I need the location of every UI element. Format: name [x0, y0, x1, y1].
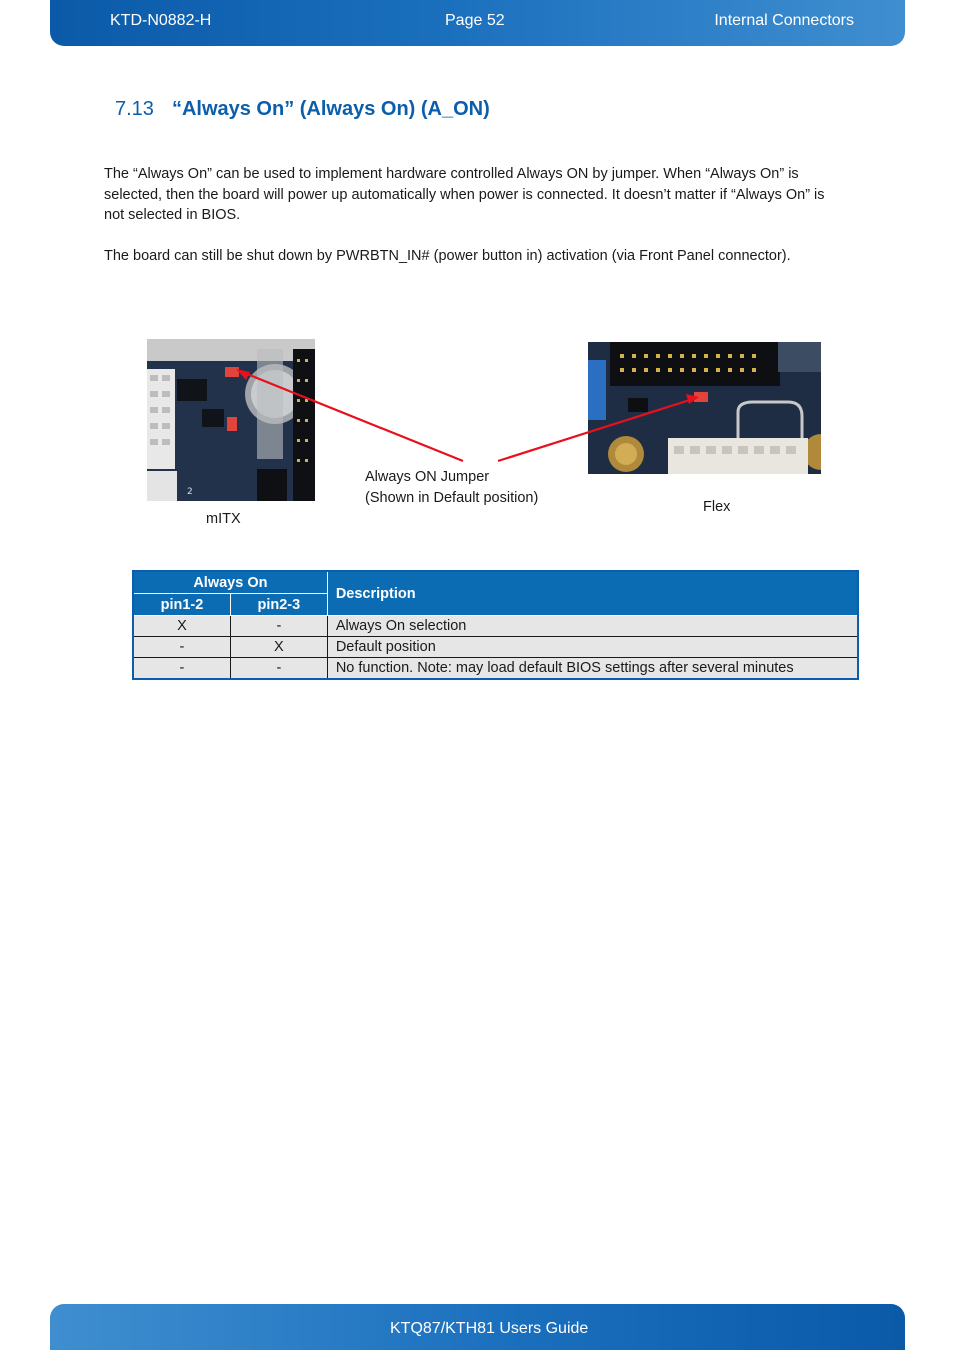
cell-pin1-2: -: [133, 658, 230, 680]
cell-pin2-3: -: [230, 616, 327, 637]
svg-text:2: 2: [187, 487, 193, 497]
page-footer: [50, 1304, 905, 1350]
cell-description: Always On selection: [327, 616, 858, 637]
mitx-board-photo: [147, 339, 315, 501]
page-header: [50, 0, 905, 46]
table-row: [133, 658, 858, 680]
jumper-label-line1: Always ON Jumper: [365, 469, 490, 485]
table-row: [133, 616, 858, 637]
flex-board-photo: [588, 342, 821, 474]
always-on-jumper-table: [132, 570, 859, 680]
caption-flex: Flex: [703, 499, 731, 515]
cell-description: No function. Note: may load default BIOS settings after several minutes: [327, 658, 858, 680]
cell-description: Default position: [327, 637, 858, 658]
callout-arrows: [0, 0, 954, 600]
header-always-on: Always On: [133, 571, 327, 594]
table-row: [133, 637, 858, 658]
mitx-board-drawing: [147, 339, 315, 501]
flex-board-drawing: [588, 342, 821, 474]
caption-mitx: mITX: [206, 511, 241, 527]
header-doc-id: KTD-N0882-H: [110, 12, 212, 29]
header-pin2-3: pin2-3: [230, 594, 327, 616]
paragraph-shutdown: The board can still be shut down by PWRBTN_IN# (power button in) activation (via Front Panel connector).: [104, 248, 791, 264]
cell-pin2-3: -: [230, 658, 327, 680]
header-description: Description: [327, 571, 858, 616]
jumper-label-line2: (Shown in Default position): [365, 489, 539, 506]
header-page-number: Page 52: [445, 12, 505, 29]
caption-jumper: [365, 467, 538, 508]
cell-pin1-2: X: [133, 616, 230, 637]
footer-guide-title: KTQ87/KTH81 Users Guide: [390, 1320, 589, 1337]
cell-pin1-2: -: [133, 637, 230, 658]
section-title-text: “Always On” (Always On) (A_ON): [171, 98, 490, 120]
header-section: Internal Connectors: [714, 12, 854, 29]
cell-pin2-3: X: [230, 637, 327, 658]
header-pin1-2: pin1-2: [133, 594, 230, 616]
paragraph-always-on: The “Always On” can be used to implement hardware controlled Always ON by jumper. When “Always On” is selected, then the board will power up automatically when power is connected. It doesn’t matter if “Always On” is not selected in BIOS.: [104, 166, 825, 223]
section-number: 7.13: [115, 98, 154, 120]
section-title: [115, 98, 490, 121]
